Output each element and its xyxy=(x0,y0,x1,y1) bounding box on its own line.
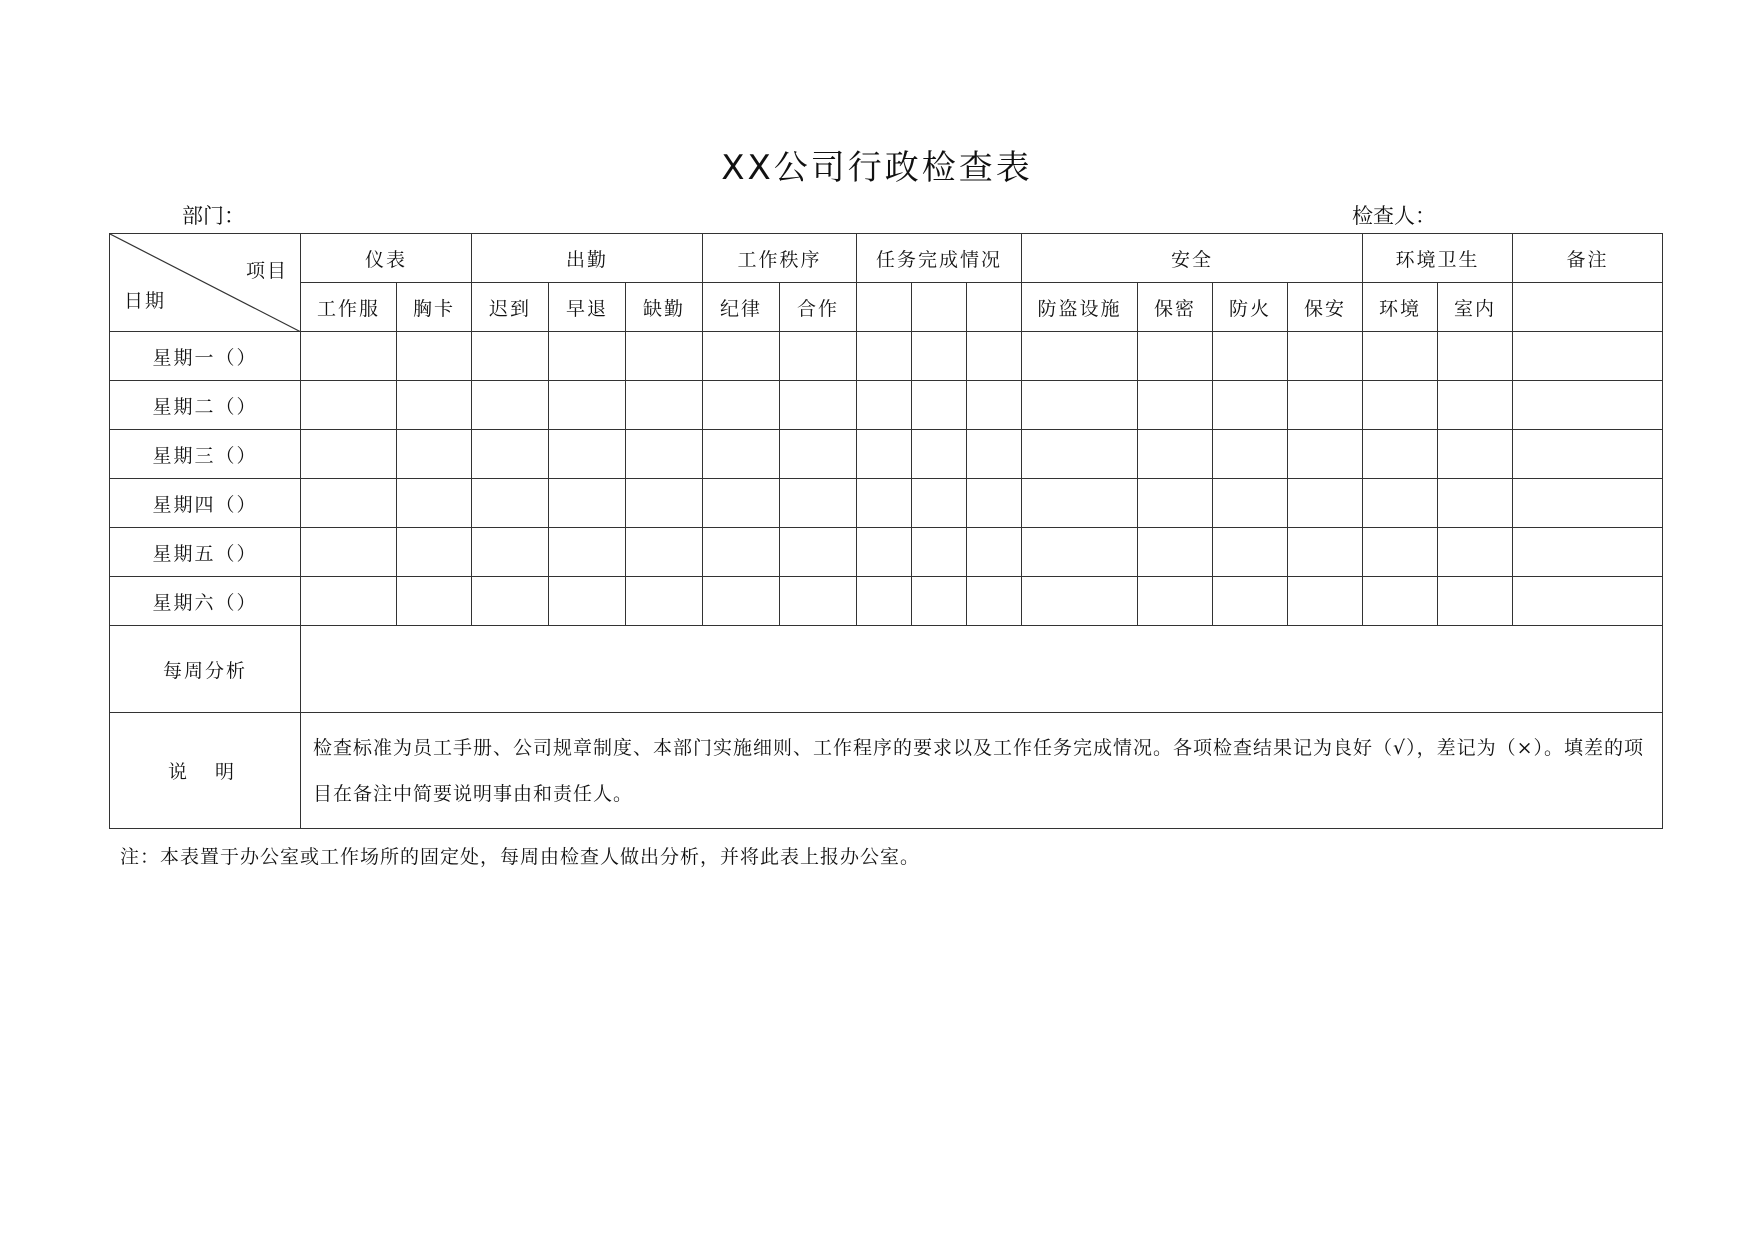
check-cell[interactable] xyxy=(703,381,780,430)
check-cell[interactable] xyxy=(472,528,549,577)
subheader-security: 保安 xyxy=(1288,283,1363,332)
check-cell[interactable] xyxy=(1138,577,1213,626)
check-cell[interactable] xyxy=(301,528,397,577)
check-cell[interactable] xyxy=(626,577,703,626)
check-cell[interactable] xyxy=(626,332,703,381)
check-cell[interactable] xyxy=(967,577,1022,626)
check-cell[interactable] xyxy=(1438,528,1513,577)
group-header-attendance: 出勤 xyxy=(472,234,703,283)
inspector-label: 检查人： xyxy=(1352,204,1436,228)
check-cell[interactable] xyxy=(1213,577,1288,626)
check-cell[interactable] xyxy=(912,528,967,577)
subheader-cooperation: 合作 xyxy=(780,283,857,332)
check-cell[interactable] xyxy=(1138,430,1213,479)
check-cell[interactable] xyxy=(626,381,703,430)
check-cell[interactable] xyxy=(780,577,857,626)
check-cell[interactable] xyxy=(549,479,626,528)
check-cell[interactable] xyxy=(1288,528,1363,577)
check-cell[interactable] xyxy=(1438,479,1513,528)
group-header-safety: 安全 xyxy=(1022,234,1363,283)
check-cell[interactable] xyxy=(397,479,472,528)
check-cell[interactable] xyxy=(626,479,703,528)
check-cell[interactable] xyxy=(1213,332,1288,381)
weekly-analysis-label: 每周分析 xyxy=(110,626,301,713)
check-cell[interactable] xyxy=(780,381,857,430)
check-cell[interactable] xyxy=(549,332,626,381)
day-label: 星期四（） xyxy=(110,479,301,528)
check-cell[interactable] xyxy=(1363,479,1438,528)
table-row xyxy=(110,479,1663,528)
check-cell[interactable] xyxy=(1438,381,1513,430)
check-cell[interactable] xyxy=(857,381,912,430)
check-cell[interactable] xyxy=(780,479,857,528)
check-cell[interactable] xyxy=(857,430,912,479)
check-cell[interactable] xyxy=(301,577,397,626)
check-cell[interactable] xyxy=(967,430,1022,479)
subheader-remarks xyxy=(1513,283,1663,332)
group-header-appearance: 仪表 xyxy=(301,234,472,283)
check-cell[interactable] xyxy=(397,332,472,381)
check-cell[interactable] xyxy=(1022,430,1138,479)
group-header-work-order: 工作秩序 xyxy=(703,234,857,283)
check-cell[interactable] xyxy=(967,381,1022,430)
check-cell[interactable] xyxy=(1022,332,1138,381)
group-header-remarks: 备注 xyxy=(1513,234,1663,283)
department-label: 部门： xyxy=(182,204,245,228)
check-cell[interactable] xyxy=(1138,381,1213,430)
description-text: 检查标准为员工手册、公司规章制度、本部门实施细则、工作程序的要求以及工作任务完成情况。各项检查结果记为良好（√），差记为（×）。填差的项目在备注中简要说明事由和责任人。 xyxy=(301,713,1663,829)
description-label: 说明 xyxy=(110,713,301,829)
corner-date-label: 日期 xyxy=(124,290,167,312)
check-cell[interactable] xyxy=(857,528,912,577)
check-cell[interactable] xyxy=(397,430,472,479)
check-cell[interactable] xyxy=(1288,430,1363,479)
check-cell[interactable] xyxy=(1138,528,1213,577)
check-cell[interactable] xyxy=(626,528,703,577)
check-cell[interactable] xyxy=(472,479,549,528)
check-cell[interactable] xyxy=(912,577,967,626)
remarks-cell[interactable] xyxy=(1513,332,1663,381)
check-cell[interactable] xyxy=(1022,577,1138,626)
check-cell[interactable] xyxy=(1438,577,1513,626)
check-cell[interactable] xyxy=(397,528,472,577)
weekly-analysis-field[interactable] xyxy=(301,626,1663,713)
check-cell[interactable] xyxy=(472,381,549,430)
check-cell[interactable] xyxy=(301,430,397,479)
check-cell[interactable] xyxy=(703,528,780,577)
subheader-absence: 缺勤 xyxy=(626,283,703,332)
check-cell[interactable] xyxy=(703,479,780,528)
remarks-cell[interactable] xyxy=(1513,479,1663,528)
check-cell[interactable] xyxy=(1363,528,1438,577)
check-cell[interactable] xyxy=(1022,479,1138,528)
check-cell[interactable] xyxy=(1363,332,1438,381)
check-cell[interactable] xyxy=(703,332,780,381)
corner-header-cell xyxy=(110,234,301,332)
table-row xyxy=(110,577,1663,626)
check-cell[interactable] xyxy=(301,381,397,430)
table-row xyxy=(110,381,1663,430)
check-cell[interactable] xyxy=(549,528,626,577)
check-cell[interactable] xyxy=(549,430,626,479)
subheader-fire: 防火 xyxy=(1213,283,1288,332)
check-cell[interactable] xyxy=(549,381,626,430)
group-header-environment: 环境卫生 xyxy=(1363,234,1513,283)
check-cell[interactable] xyxy=(912,430,967,479)
check-cell[interactable] xyxy=(472,332,549,381)
check-cell[interactable] xyxy=(1213,528,1288,577)
check-cell[interactable] xyxy=(1213,479,1288,528)
table-row xyxy=(110,332,1663,381)
check-cell[interactable] xyxy=(1138,332,1213,381)
check-cell[interactable] xyxy=(397,381,472,430)
subheader-badge: 胸卡 xyxy=(397,283,472,332)
check-cell[interactable] xyxy=(1213,430,1288,479)
check-cell[interactable] xyxy=(1022,381,1138,430)
table-row xyxy=(110,430,1663,479)
check-cell[interactable] xyxy=(1138,479,1213,528)
check-cell[interactable] xyxy=(1288,381,1363,430)
group-header-task-completion: 任务完成情况 xyxy=(857,234,1022,283)
check-cell[interactable] xyxy=(1438,332,1513,381)
day-label: 星期六（） xyxy=(110,577,301,626)
subheader-late: 迟到 xyxy=(472,283,549,332)
check-cell[interactable] xyxy=(703,577,780,626)
remarks-cell[interactable] xyxy=(1513,430,1663,479)
subheader-uniform: 工作服 xyxy=(301,283,397,332)
check-cell[interactable] xyxy=(1363,430,1438,479)
check-cell[interactable] xyxy=(857,479,912,528)
check-cell[interactable] xyxy=(912,332,967,381)
check-cell[interactable] xyxy=(301,479,397,528)
check-cell[interactable] xyxy=(857,332,912,381)
subheader-environment: 环境 xyxy=(1363,283,1438,332)
inspection-table xyxy=(109,233,1663,829)
check-cell[interactable] xyxy=(703,430,780,479)
remarks-cell[interactable] xyxy=(1513,577,1663,626)
remarks-cell[interactable] xyxy=(1513,381,1663,430)
check-cell[interactable] xyxy=(1288,332,1363,381)
subheader-confidentiality: 保密 xyxy=(1138,283,1213,332)
day-label: 星期一（） xyxy=(110,332,301,381)
subheader-early-leave: 早退 xyxy=(549,283,626,332)
check-cell[interactable] xyxy=(472,577,549,626)
subheader-indoor: 室内 xyxy=(1438,283,1513,332)
check-cell[interactable] xyxy=(1022,528,1138,577)
check-cell[interactable] xyxy=(1438,430,1513,479)
check-cell[interactable] xyxy=(780,332,857,381)
check-cell[interactable] xyxy=(626,430,703,479)
day-label: 星期五（） xyxy=(110,528,301,577)
check-cell[interactable] xyxy=(1363,577,1438,626)
table-row xyxy=(110,528,1663,577)
footnote: 注：本表置于办公室或工作场所的固定处，每周由检查人做出分析，并将此表上报办公室。 xyxy=(120,846,921,868)
check-cell[interactable] xyxy=(912,381,967,430)
check-cell[interactable] xyxy=(967,479,1022,528)
check-cell[interactable] xyxy=(967,332,1022,381)
subheader-antitheft: 防盗设施 xyxy=(1022,283,1138,332)
subheader-task-2 xyxy=(912,283,967,332)
check-cell[interactable] xyxy=(397,577,472,626)
corner-item-label: 项目 xyxy=(245,260,288,282)
check-cell[interactable] xyxy=(857,577,912,626)
check-cell[interactable] xyxy=(780,430,857,479)
subheader-discipline: 纪律 xyxy=(703,283,780,332)
check-cell[interactable] xyxy=(549,577,626,626)
check-cell[interactable] xyxy=(1363,381,1438,430)
day-label: 星期二（） xyxy=(110,381,301,430)
check-cell[interactable] xyxy=(472,430,549,479)
check-cell[interactable] xyxy=(780,528,857,577)
subheader-task-1 xyxy=(857,283,912,332)
remarks-cell[interactable] xyxy=(1513,528,1663,577)
check-cell[interactable] xyxy=(301,332,397,381)
check-cell[interactable] xyxy=(1288,577,1363,626)
subheader-task-3 xyxy=(967,283,1022,332)
page-title: XX公司行政检查表 xyxy=(721,148,1033,188)
check-cell[interactable] xyxy=(1213,381,1288,430)
check-cell[interactable] xyxy=(912,479,967,528)
check-cell[interactable] xyxy=(967,528,1022,577)
day-label: 星期三（） xyxy=(110,430,301,479)
check-cell[interactable] xyxy=(1288,479,1363,528)
